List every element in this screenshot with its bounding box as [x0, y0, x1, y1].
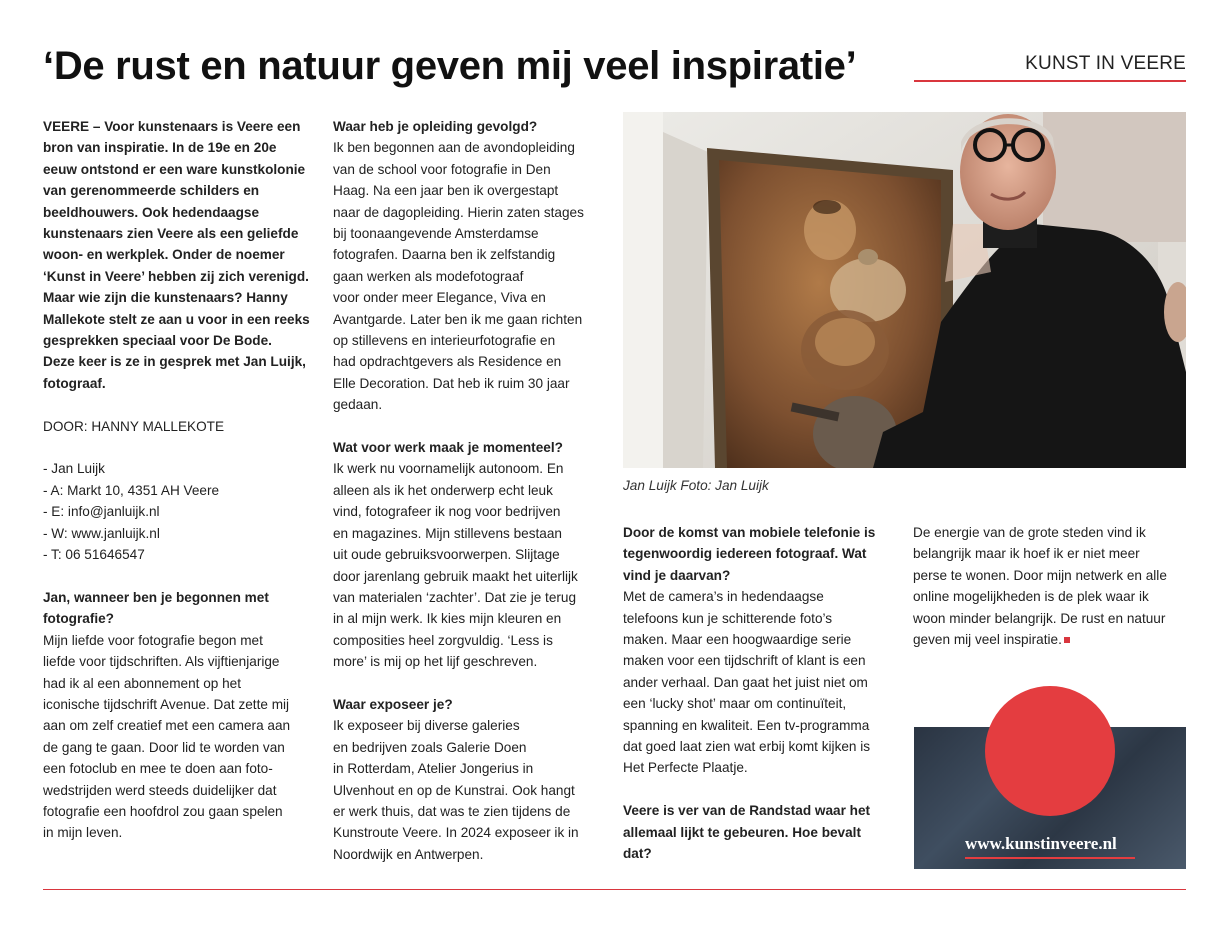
- answer-line: iconische tijdschrift Avenue. Dat zette mij: [43, 696, 290, 712]
- contact-phone: - T: 06 51646547: [43, 547, 145, 563]
- answer-line: en bedrijven zoals Galerie Doen: [333, 739, 527, 755]
- column-1: [43, 116, 321, 844]
- portrait-photo: [623, 112, 1186, 468]
- answer-line: geven mij veel inspiratie.: [913, 632, 1062, 648]
- answer-line: telefoons kun je schitterende foto’s: [623, 610, 833, 626]
- column-4: [913, 522, 1189, 650]
- question-heading: [43, 587, 321, 630]
- answer-line: Mijn liefde voor fotografie begon met: [43, 632, 263, 648]
- question-line: Waar heb je opleiding gevolgd?: [333, 119, 538, 134]
- question-line: Jan, wanneer ben je begonnen met: [43, 589, 269, 605]
- contact-list: [43, 458, 321, 565]
- answer-line: een ‘lucky shot’ maar om continuïteit,: [623, 696, 847, 712]
- intro-line: kunstenaars zien Veere als een geliefde: [43, 226, 299, 242]
- question-line: tegenwoordig iedereen fotograaf. Wat: [623, 546, 867, 562]
- answer-line: van de school voor fotografie in Den: [333, 161, 551, 177]
- answer-line: online mogelijkheden is de plek waar ik: [913, 589, 1149, 605]
- answer-line: more’ is mij op het lijf geschreven.: [333, 654, 538, 670]
- answer-line: bij toonaangevende Amsterdamse: [333, 226, 539, 242]
- answer-line: dat goed laat zien wat erbij komt kijken is: [623, 739, 871, 755]
- column-3: [623, 522, 903, 864]
- question-heading: [623, 522, 903, 586]
- answer-paragraph: [623, 586, 903, 779]
- answer-line: Haag. Na een jaar ben ik overgestapt: [333, 183, 559, 199]
- intro-line: gesprekken speciaal voor De Bode.: [43, 333, 272, 349]
- intro-line: Maar wie zijn die kunstenaars? Hanny: [43, 290, 288, 306]
- question-line: Door de komst van mobiele telefonie is: [623, 525, 876, 540]
- ad-url-underline: [965, 857, 1135, 859]
- answer-paragraph: [333, 137, 611, 415]
- answer-line: Ulvenhout en op de Kunstrai. Ook hangt: [333, 782, 575, 798]
- answer-paragraph: [333, 715, 611, 865]
- answer-paragraph: [43, 630, 321, 844]
- ad-website-link[interactable]: www.kunstinveere.nl: [965, 834, 1117, 853]
- question-line: fotografie?: [43, 611, 114, 627]
- question-heading: [333, 437, 611, 458]
- answer-line: gedaan.: [333, 397, 383, 413]
- answer-line: perse te wonen. Door mijn netwerk en alle: [913, 567, 1167, 583]
- question-line: Waar exposeer je?: [333, 696, 453, 712]
- intro-line: eeuw ontstond er een ware kunstkolonie: [43, 161, 306, 177]
- byline: DOOR: HANNY MALLEKOTE: [43, 418, 225, 434]
- end-mark-icon: [1064, 637, 1070, 643]
- contact-name: - Jan Luijk: [43, 461, 105, 477]
- question-line: Wat voor werk maak je momenteel?: [333, 440, 563, 456]
- intro-line: Deze keer is ze in gesprek met Jan Luijk,: [43, 354, 306, 370]
- answer-line: Kunstroute Veere. In 2024 exposeer ik in: [333, 825, 579, 841]
- question-heading: [333, 694, 611, 715]
- answer-line: door jarenlang gebruik maakt het uiterlijk: [333, 568, 578, 584]
- answer-line: Avantgarde. Later ben ik me gaan richten: [333, 311, 583, 327]
- intro-line: van gerenommeerde schilders en: [43, 183, 260, 199]
- contact-address: - A: Markt 10, 4351 AH Veere: [43, 482, 220, 498]
- column-2: [333, 116, 611, 865]
- intro-line: ‘Kunst in Veere’ hebben zij zich verenigd.: [43, 268, 309, 284]
- answer-line: De energie van de grote steden vind ik: [913, 525, 1146, 540]
- intro-line: bron van inspiratie. In de 19e en 20e: [43, 140, 277, 156]
- answer-line: gaan werken als modefotograaf: [333, 268, 524, 284]
- answer-line: Ik ben begonnen aan de avondopleiding: [333, 140, 575, 156]
- answer-line: fotografen. Daarna ben ik zelfstandig: [333, 247, 556, 263]
- answer-line: had opdrachtgevers als Residence en: [333, 354, 562, 370]
- answer-line: een fotoclub en mee te doen aan foto-: [43, 761, 273, 777]
- intro-line: woon- en werkplek. Onder de noemer: [43, 247, 285, 263]
- answer-line: spanning en kwaliteit. Een tv-programma: [623, 717, 870, 733]
- answer-line: Ik werk nu voornamelijk autonoom. En: [333, 461, 564, 477]
- answer-paragraph: [333, 458, 611, 672]
- intro-line: Mallekote stelt ze aan u voor in een reeks: [43, 311, 310, 327]
- answer-line: in Rotterdam, Atelier Jongerius in: [333, 761, 534, 777]
- bottom-divider: [43, 889, 1186, 890]
- intro-paragraph: [43, 116, 321, 394]
- section-divider: [914, 80, 1186, 82]
- answer-line: voor onder meer Elegance, Viva en: [333, 290, 546, 306]
- answer-line: belangrijk maar ik hoef ik er niet meer: [913, 546, 1140, 562]
- answer-line: had ik al een abonnement op het: [43, 675, 242, 691]
- answer-line: Elle Decoration. Dat heb ik ruim 30 jaar: [333, 375, 570, 391]
- answer-paragraph: [913, 522, 1189, 650]
- answer-line: vind, fotografeer ik nog voor bedrijven: [333, 504, 561, 520]
- answer-line: in mijn leven.: [43, 825, 123, 841]
- answer-line: maken. Maar een hoogwaardige serie: [623, 632, 852, 648]
- answer-line: op stillevens en interieurfotografie en: [333, 333, 556, 349]
- answer-line: maken voor een tijdschrift of klant is een: [623, 653, 866, 669]
- answer-line: van materialen ‘zachter’. Dat zie je terug: [333, 589, 577, 605]
- answer-line: Ik exposeer bij diverse galeries: [333, 718, 520, 734]
- answer-line: liefde voor tijdschriften. Als vijftienjarige: [43, 654, 280, 670]
- answer-line: Noordwijk en Antwerpen.: [333, 846, 484, 862]
- answer-line: ander verhaal. Dan gaat het juist niet om: [623, 674, 868, 690]
- answer-line: er werk thuis, dat was te zien tijdens de: [333, 803, 571, 819]
- section-label: KUNST IN VEERE: [1025, 53, 1186, 74]
- answer-line: de gang te gaan. Door lid te worden van: [43, 739, 285, 755]
- answer-line: wedstrijden werd steeds duidelijker dat: [43, 782, 277, 798]
- question-heading: [623, 800, 903, 864]
- question-line: dat?: [623, 846, 652, 862]
- answer-line: in al mijn werk. Ik kies mijn kleuren en: [333, 611, 562, 627]
- contact-email: - E: info@janluijk.nl: [43, 504, 160, 520]
- answer-line: composities heel zorgvuldig. ‘Less is: [333, 632, 553, 648]
- question-line: Veere is ver van de Randstad waar het: [623, 803, 871, 819]
- question-line: allemaal lijkt te gebeuren. Hoe bevalt: [623, 824, 861, 840]
- answer-line: aan om zelf creatief met een camera aan: [43, 718, 291, 734]
- intro-line: beeldhouwers. Ook hedendaagse: [43, 204, 260, 220]
- question-heading: [333, 116, 611, 137]
- answer-line: alleen als ik het onderwerp echt leuk: [333, 482, 553, 498]
- answer-line: naar de dagopleiding. Hierin zaten stages: [333, 204, 584, 220]
- page-title: ‘De rust en natuur geven mij veel inspiratie’: [43, 44, 857, 88]
- intro-line: VEERE – Voor kunstenaars is Veere een: [43, 119, 301, 134]
- red-circle-logo-icon: [985, 686, 1115, 816]
- answer-line: uit oude gebruiksvoorwerpen. Slijtage: [333, 547, 560, 563]
- answer-line: Het Perfecte Plaatje.: [623, 760, 748, 776]
- answer-line: fotografie een hoofdrol zou gaan spelen: [43, 803, 283, 819]
- question-line: vind je daarvan?: [623, 567, 731, 583]
- answer-line: Met de camera’s in hedendaagse: [623, 589, 824, 605]
- contact-website: - W: www.janluijk.nl: [43, 525, 160, 541]
- answer-line: en magazines. Mijn stillevens bestaan: [333, 525, 562, 541]
- kunstinveere-ad[interactable]: [914, 686, 1186, 869]
- photo-caption: Jan Luijk Foto: Jan Luijk: [623, 478, 769, 493]
- intro-line: fotograaf.: [43, 375, 106, 391]
- answer-line: woon minder belangrijk. De rust en natuur: [913, 610, 1166, 626]
